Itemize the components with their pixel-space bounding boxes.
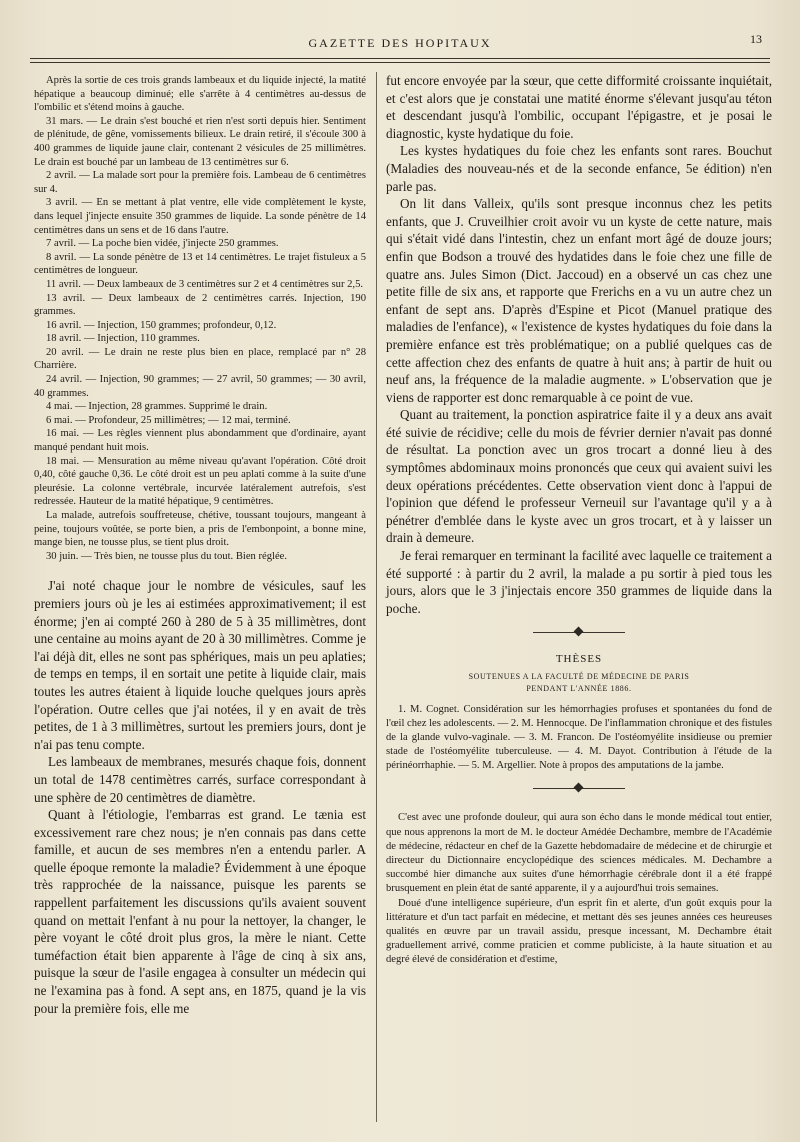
theses-subtitle: SOUTENUES A LA FACULTÉ DE MÉDECINE DE PARIS <box>468 672 690 682</box>
case-log-paragraph: 16 avril. — Injection, 150 grammes; profondeur, 0,12. <box>46 319 277 331</box>
page-header <box>30 30 770 64</box>
case-log-paragraph: 31 mars. — Le drain s'est bouché et rien n'est sorti depuis hier. Sentiment de plénitude, de gêne, vomissements bilieux. Le drain retiré, il s'écoule 300 à 400 grammes de liquide jaune clair, contenant 2 vésicules de 25 millimètres. Le drain est bouché par un lambeau de 13 centimètres sur 6. <box>34 115 366 168</box>
commentary-paragraph: On lit dans Valleix, qu'ils sont presque inconnus chez les petits enfants, que J. Cruveilhier croit avoir vu un kyste de cette nature, mais qui s'était vidé dans l'intestin, chez un enfant mort âgé de douze jours; enfin que Bodson a trouvé des hydatides dans le foie chez une fille de quatre ans. Jules Simon (Dict. Jaccoud) en a observé un cas chez une petite fille de six ans, et rapporte que Frerichs en a vu un autre chez un enfant de sept ans. D'après d'Espine et Picot (Manuel pratique des maladies de l'enfance), « l'existence de kystes hydatiques du foie dans la première enfance est très problématique; on a publié quelques cas de cette affection chez des enfants de quatre à huit ans; à partir de huit ou neuf ans, la fréquence de la maladie augmente. » L'observation que je viens de rapporter est donc remarquable à ce point de vue. <box>386 196 772 405</box>
obituary-paragraph: C'est avec une profonde douleur, qui aura son écho dans le monde médical tout entier, que nous apprenons la mort de M. le docteur Amédée Dechambre, membre de l'Académie de médecine, rédacteur en chef de la Gazette hebdomadaire de médecine et de chirurgie et directeur du Dictionnaire encyclopédique des sciences médicales. M. Dechambre a succombé hier dimanche aux suites d'une hémorrhagie cérébrale dont il a été frappé brusquement en plein état de santé apparente, il y a aujourd'hui trois semaines. <box>386 812 772 895</box>
page-number: 13 <box>750 32 762 46</box>
running-title: GAZETTE DES HOPITAUX <box>308 36 492 50</box>
section-separator <box>533 625 625 639</box>
commentary-paragraph: Je ferai remarquer en terminant la facilité avec laquelle ce traitement a été supporté : à partir du 2 avril, la malade a pu sortir à pied tous les jours, alors que le 3 j'injectais encore 350 grammes de liquide dans la poche. <box>386 548 772 616</box>
case-log-paragraph: 16 mai. — Les règles viennent plus abondamment que d'ordinaire, ayant manqué pendant huit mois. <box>34 428 366 454</box>
case-log-paragraph: 7 avril. — La poche bien vidée, j'injecte 250 grammes. <box>46 238 279 250</box>
commentary-continued <box>386 72 772 617</box>
commentary-section <box>34 577 366 1017</box>
commentary-paragraph: J'ai noté chaque jour le nombre de vésicules, sauf les premiers jours où je les ai estimées approximativement; il est énorme; j'en ai compté 260 à 280 de 5 à 35 millimètres, dont une centaine au moins ayant de 20 à 30 millimètres. Comme je l'ai déjà dit, elles ne sont pas sphériques, mais un peu aplaties; de temps en temps, il en sortait une petite à liquide clair, mais toutes les autres étaient à liquide louche quelques jours après l'opération. Outre celles que j'ai notées, il y en avait de très petites, de 1 à 3 millimètres, surtout les premiers jours, dont je n'ai pas tenu compte. <box>34 578 366 752</box>
case-log-paragraph: 30 juin. — Très bien, ne tousse plus du tout. Bien réglée. <box>46 550 287 562</box>
case-log-paragraph: 20 avril. — Le drain ne reste plus bien en place, remplacé par n° 28 Charrière. <box>34 346 366 372</box>
commentary-paragraph: Les kystes hydatiques du foie chez les enfants sont rares. Bouchut (Maladies des nouveau-nés et de la seconde enfance, 5e édition) n'en parle pas. <box>386 143 772 194</box>
case-log-paragraph: 11 avril. — Deux lambeaux de 3 centimètres sur 2 et 4 centimètres sur 2,5. <box>46 278 364 290</box>
case-log-section <box>34 74 366 563</box>
obituary-section <box>386 811 772 967</box>
header-rule <box>30 62 770 63</box>
case-log-paragraph: 2 avril. — La malade sort pour la première fois. Lambeau de 6 centimètres sur 4. <box>34 170 366 195</box>
commentary-paragraph: Quant au traitement, la ponction aspiratrice faite il y a deux ans avait été suivie de récidive; celle du mois de février dernier n'avait pas donné de résultat. La ponction avec un gros trocart a donné lieu à des symptômes abdominaux moins prononcés que ceux qui avaient suivi les deux opérations précédentes. Cette observation vient donc à l'appui de l'opinion que défend le professeur Verneuil sur l'avantage qu'il y a à pénétrer d'emblée dans le kyste avec un gros trocart, et à y laisser un drain à demeure. <box>386 407 772 546</box>
case-log-paragraph: 18 avril. — Injection, 110 grammes. <box>46 333 200 345</box>
commentary-paragraph: fut encore envoyée par la sœur, que cette difformité croissante inquiétait, et c'est alors que je constatai une matité énorme s'élevant jusqu'au téton et descendant jusqu'à l'ombilic, occupant l'épigastre, et je posai le diagnostic, kyste hydatique du foie. <box>386 73 772 141</box>
right-column <box>386 64 772 968</box>
left-column <box>34 74 366 1017</box>
case-log-paragraph: 13 avril. — Deux lambeaux de 2 centimètres carrés. Injection, 190 grammes. <box>34 292 366 318</box>
section-separator <box>533 781 625 795</box>
theses-subtitle: PENDANT L'ANNÉE 1886. <box>526 684 632 694</box>
case-log-paragraph: 3 avril. — En se mettant à plat ventre, elle vide complètement le kyste, dans lequel j'injecte ensuite 350 grammes de liquide. La sonde pénètre de 14 centimètres dans un sens et de 16 dans l'autre. <box>34 197 366 236</box>
case-log-paragraph: 6 mai. — Profondeur, 25 millimètres; — 12 mai, terminé. <box>46 414 291 426</box>
case-log-paragraph: 18 mai. — Mensuration au même niveau qu'avant l'opération. Côté droit 0,40, côté gauche 0,36. Le côté droit est un peu aplati comme à la suite d'une pleurésie. La colonne vertébrale, incurvée latéralement autrefois, s'est redressée. Hauteur de la matité hépatique, 9 centimètres. <box>34 455 366 508</box>
header-rule <box>30 58 770 59</box>
case-log-paragraph: La malade, autrefois souffreteuse, chétive, toussant toujours, mangeant à peine, toujours voûtée, se porte bien, a pris de l'embonpoint, a bonne mine, mange bien, ne tousse plus, se tient plus droit. <box>34 510 366 549</box>
case-log-paragraph: 8 avril. — La sonde pénètre de 13 et 14 centimètres. Le trajet fistuleux a 5 centimètres de longueur. <box>34 251 366 277</box>
case-log-paragraph: 4 mai. — Injection, 28 grammes. Supprimé le drain. <box>46 401 268 413</box>
commentary-paragraph: Les lambeaux de membranes, mesurés chaque fois, donnent un total de 1478 centimètres carrés, surface correspondant à une sphère de 20 centimètres de diamètre. <box>34 754 366 805</box>
obituary-paragraph: Doué d'une intelligence supérieure, d'un esprit fin et alerte, d'un goût exquis pour la littérature et d'un tact parfait en médecine, et mettant dès ses jeunes années ces heureuses qualités en œuvre par un travail assidu, presque incessant, M. Dechambre était graduellement arrivé, comme praticien et comme publiciste, à la haute situation et au degré élevé de considération et d'estime, <box>386 897 772 966</box>
theses-section <box>386 653 772 773</box>
column-divider <box>376 72 377 1122</box>
theses-title: THÈSES <box>555 653 603 666</box>
case-log-paragraph: 24 avril. — Injection, 90 grammes; — 27 avril, 50 grammes; — 30 avril, 40 grammes. <box>34 374 366 399</box>
commentary-paragraph: Quant à l'étiologie, l'embarras est grand. Le tænia est excessivement rare chez nous; je n'en connais pas dans cette famille, et aucun de ses membres n'en a entendu parler. A quelle époque remonte la maladie? Évidemment à une époque très rapprochée de la naissance, puisque les parents se rappellent parfaitement les discussions qu'ils avaient souvent quand on mettait l'enfant à nu pour la nettoyer, la changer, le père voyant le côté droit plus gros, la mère le niant. Cette tuméfaction était bien apparente à l'âge de cinq à six ans, puisque la sœur de l'asile engagea à consulter un médecin qui ne l'examina pas à fond. A sept ans, en 1875, quand je la vis pour la première fois, elle me <box>34 807 366 1016</box>
case-log-paragraph: Après la sortie de ces trois grands lambeaux et du liquide injecté, la matité hépatique a beaucoup diminué; elle s'arrête à 4 centimètres au-dessus de l'ombilic et s'étend moins à gauche. <box>34 75 366 114</box>
theses-list: 1. M. Cognet. Considération sur les hémorrhagies profuses et spontanées du fond de l'œil chez les adolescents. — 2. M. Hennocque. De l'inflammation chronique et des fistules de la glande vulvo-vaginale. — 3. M. Francon. De l'ostéomyélite insidieuse ou premier stade de l'ostéomyélite tuberculeuse. — 4. M. Dayot. Contribution à l'étude de la périnéorrhaphie. — 5. M. Argellier. Note à propos des amputations de la jambe. <box>386 704 772 772</box>
